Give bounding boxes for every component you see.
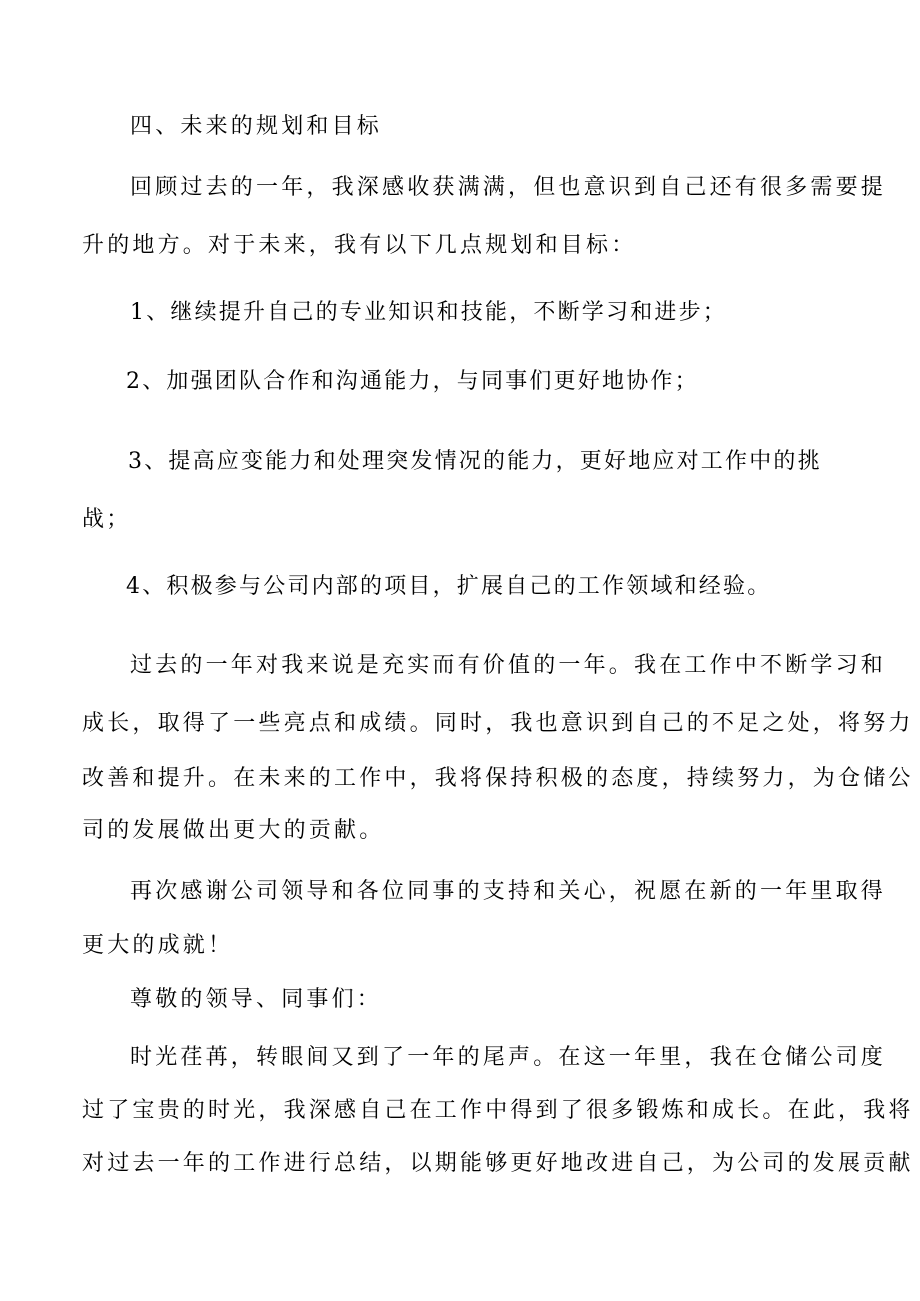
goal-item-1: 1、继续提升自己的专业知识和技能，不断学习和进步；	[130, 300, 727, 325]
conclusion-paragraph-line-1: 过去的一年对我来说是充实而有价值的一年。我在工作中不断学习和	[130, 653, 887, 678]
thanks-paragraph-line-1: 再次感谢公司领导和各位同事的支持和关心，祝愿在新的一年里取得	[130, 879, 887, 904]
opening-paragraph-line-3: 对过去一年的工作进行总结，以期能够更好地改进自己，为公司的发展贡献	[82, 1151, 914, 1176]
conclusion-paragraph-line-4: 司的发展做出更大的贡献。	[82, 818, 385, 843]
thanks-paragraph-line-2: 更大的成就！	[82, 933, 234, 958]
goal-item-2: 2、加强团队合作和沟通能力，与同事们更好地协作；	[126, 369, 699, 394]
goal-item-4: 4、积极参与公司内部的项目，扩展自己的工作领域和经验。	[126, 574, 772, 599]
conclusion-paragraph-line-2: 成长，取得了一些亮点和成绩。同时，我也意识到自己的不足之处，将努力	[82, 711, 914, 736]
intro-paragraph-line-2: 升的地方。对于未来，我有以下几点规划和目标：	[82, 233, 637, 258]
conclusion-paragraph-line-3: 改善和提升。在未来的工作中，我将保持积极的态度，持续努力，为仓储公	[82, 766, 914, 791]
opening-paragraph-line-2: 过了宝贵的时光，我深感自己在工作中得到了很多锻炼和成长。在此，我将	[82, 1098, 914, 1123]
intro-paragraph-line-1: 回顾过去的一年，我深感收获满满，但也意识到自己还有很多需要提	[130, 175, 887, 200]
opening-paragraph-line-1: 时光荏苒，转眼间又到了一年的尾声。在这一年里，我在仓储公司度	[130, 1045, 887, 1070]
section-heading: 四、未来的规划和目标	[130, 114, 383, 139]
goal-item-3-line-1: 3、提高应变能力和处理突发情况的能力，更好地应对工作中的挑	[128, 449, 822, 474]
goal-item-3-line-2: 战；	[82, 507, 131, 532]
salutation: 尊敬的领导、同事们：	[130, 987, 383, 1012]
